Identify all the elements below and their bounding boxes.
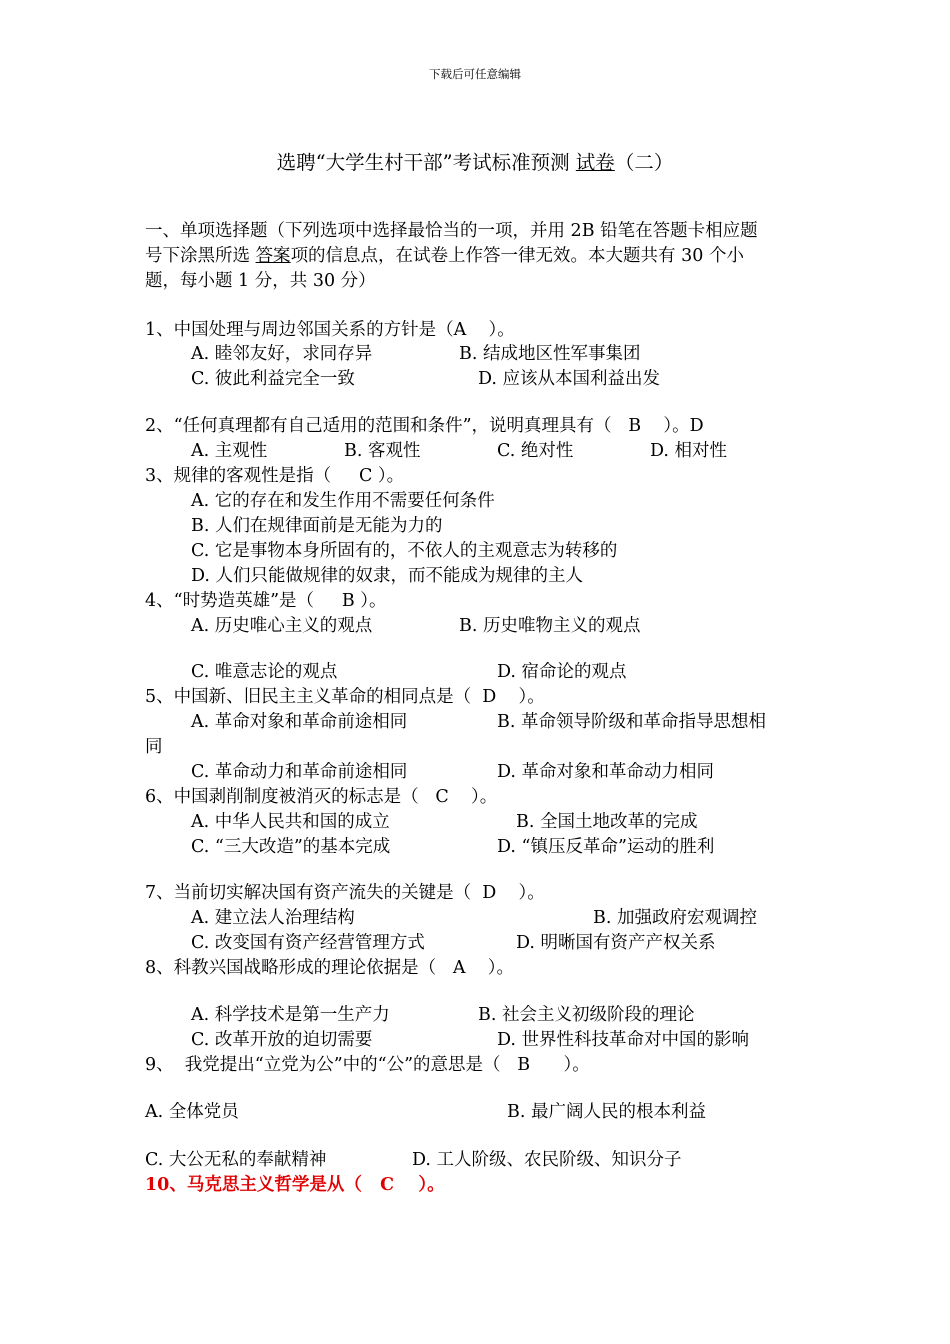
q4-option-b: B. 历史唯物主义的观点: [459, 616, 641, 636]
q6-option-c: C. “三大改造”的基本完成: [191, 837, 391, 857]
q1-option-d: D. 应该从本国利益出发: [478, 369, 661, 389]
q3-stem: 3、规律的客观性是指（ C ）。: [145, 466, 405, 486]
q7-option-c: C. 改变国有资产经营管理方式: [191, 933, 425, 953]
instr-part-b: 项的信息点，在试卷上作答一律无效。本大题共有 30 个小: [290, 246, 744, 266]
q10-stem: 10、马克思主义哲学是从（ C ）。: [145, 1175, 445, 1195]
q8-option-a: A. 科学技术是第一生产力: [191, 1005, 390, 1025]
q6-option-d: D. “镇压反革命”运动的胜利: [497, 837, 715, 857]
q3-option-a: A. 它的存在和发生作用不需要任何条件: [191, 491, 495, 511]
q5-option-c: C. 革命动力和革命前途相同: [191, 762, 408, 782]
q1-option-b: B. 结成地区性军事集团: [459, 344, 641, 364]
title-suffix: （二）: [614, 151, 674, 174]
q9-option-b: B. 最广阔人民的根本利益: [507, 1102, 706, 1122]
q4-option-d: D. 宿命论的观点: [497, 662, 627, 682]
q9-option-d: D. 工人阶级、农民阶级、知识分子: [412, 1150, 682, 1170]
q2-option-b: B. 客观性: [344, 441, 421, 461]
q4-option-c: C. 唯意志论的观点: [191, 662, 338, 682]
q5-option-d: D. 革命对象和革命动力相同: [497, 762, 715, 782]
page-header-note: 下载后可任意编辑: [429, 67, 521, 81]
instr-underlined: 答案: [255, 246, 291, 266]
q4-stem: 4、“时势造英雄”是（ B ）。: [145, 591, 387, 611]
q5-option-b-wrap: 同: [145, 737, 163, 757]
q1-option-c: C. 彼此利益完全一致: [191, 369, 355, 389]
q4-option-a: A. 历史唯心主义的观点: [191, 616, 373, 636]
q6-stem: 6、中国剥削制度被消灭的标志是（ C ）。: [145, 787, 498, 807]
title-underlined: 试卷: [575, 151, 615, 174]
q9-option-a: A. 全体党员: [145, 1102, 239, 1122]
q3-option-c: C. 它是事物本身所固有的，不依人的主观意志为转移的: [191, 541, 618, 561]
q2-stem: 2、“任何真理都有自己适用的范围和条件”，说明真理具有（ B ）。D: [145, 416, 704, 436]
exam-title: [0, 150, 950, 176]
q2-option-d: D. 相对性: [650, 441, 728, 461]
q5-option-a: A. 革命对象和革命前途相同: [191, 712, 408, 732]
q1-stem: 1、中国处理与周边邻国关系的方针是（A ）。: [145, 320, 515, 340]
q7-option-a: A. 建立法人治理结构: [191, 908, 355, 928]
section-instructions-line2: [145, 244, 744, 268]
q5-stem: 5、中国新、旧民主主义革命的相同点是（ D ）。: [145, 687, 545, 707]
q2-option-c: C. 绝对性: [497, 441, 574, 461]
q2-option-a: A. 主观性: [191, 441, 268, 461]
q8-option-c: C. 改革开放的迫切需要: [191, 1030, 373, 1050]
q7-stem: 7、当前切实解决国有资产流失的关键是（ D ）。: [145, 883, 545, 903]
q8-option-d: D. 世界性科技革命对中国的影响: [497, 1030, 750, 1050]
section-instructions-line3: 题，每小题 1 分，共 30 分）: [145, 271, 376, 291]
q8-option-b: B. 社会主义初级阶段的理论: [478, 1005, 695, 1025]
q3-option-b: B. 人们在规律面前是无能为力的: [191, 516, 443, 536]
section-instructions-line1: 一、单项选择题（下列选项中选择最恰当的一项，并用 2B 铅笔在答题卡相应题: [145, 221, 758, 241]
q9-stem: 9、 我党提出“立党为公”中的“公”的意思是（ B ）。: [145, 1055, 590, 1075]
instr-part-a: 号下涂黑所选: [145, 246, 256, 266]
q5-option-b: B. 革命领导阶级和革命指导思想相: [497, 712, 766, 732]
q7-option-b: B. 加强政府宏观调控: [593, 908, 757, 928]
q9-option-c: C. 大公无私的奉献精神: [145, 1150, 327, 1170]
q1-option-a: A. 睦邻友好，求同存异: [191, 344, 373, 364]
q6-option-b: B. 全国土地改革的完成: [516, 812, 698, 832]
q6-option-a: A. 中华人民共和国的成立: [191, 812, 390, 832]
q8-stem: 8、科教兴国战略形成的理论依据是（ A ）。: [145, 958, 514, 978]
q7-option-d: D. 明晰国有资产产权关系: [516, 933, 716, 953]
title-main: 选聘“大学生村干部”考试标准预测: [276, 151, 576, 174]
q3-option-d: D. 人们只能做规律的奴隶，而不能成为规律的主人: [191, 566, 584, 586]
